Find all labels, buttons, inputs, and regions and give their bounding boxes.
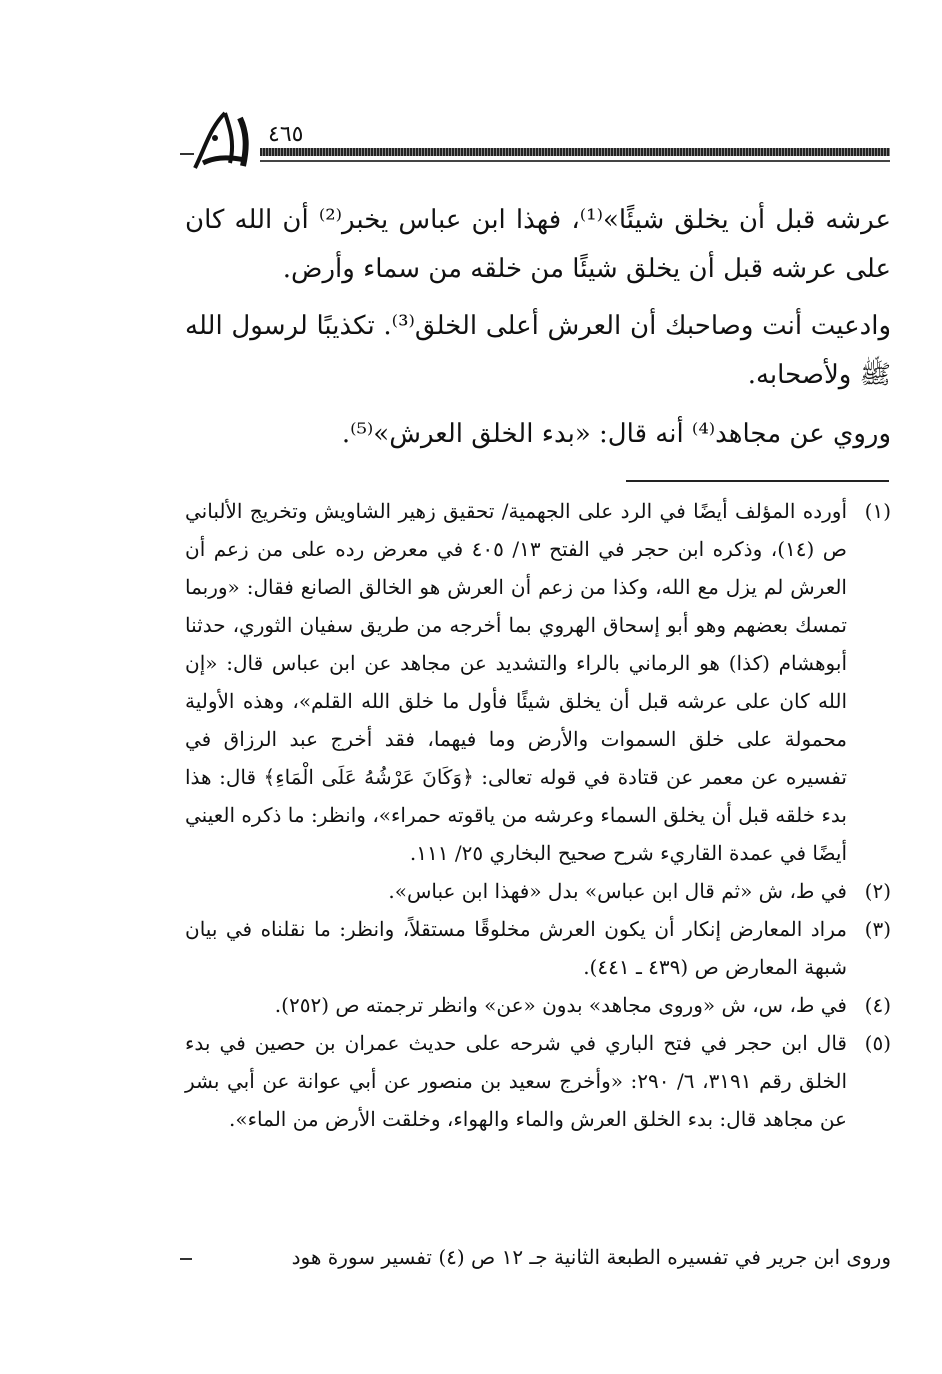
footnote-text: في ط، ش «ثم قال ابن عباس» بدل «فهذا ابن عباس». (388, 879, 847, 903)
body-paragraph-3: وروي عن مجاهد⁽⁴⁾ أنه قال: «بدء الخلق العرش»⁽⁵⁾. (341, 419, 891, 449)
footnote-2 (185, 872, 891, 910)
body-paragraph-1: عرشه قبل أن يخلق شيئًا»⁽¹⁾، فهذا ابن عباس يخبر⁽²⁾ أن الله كان على عرشه قبل أن يخلق شيئًا من خلقه من سماء وأرض. (185, 205, 891, 284)
footnote-text: أورده المؤلف أيضًا في الرد على الجهمية/ تحقيق زهير الشاويش وتخريج الألباني ص (١٤)، وذكره ابن حجر في الفتح ١٣/ ٤٠٥ في معرض رده على من زعم أن العرش لم يزل مع الله، وكذا من زعم أن العرش هو الخالق الصانع فقال: «وربما تمسك بعضهم وهو أبو إسحاق الهروي بما أخرجه من طريق سفيان الثوري، حدثنا أبوهشام (كذا) هو الرماني بالراء والتشديد عن مجاهد عن ابن عباس قال: «إن الله كان على عرشه قبل أن يخلق شيئًا فأول ما خلق الله القلم»، وهذه الأولية محمولة على خلق السموات والأرض وما فيهما، فقد أخرج عبد الرزاق في تفسيره عن معمر عن قتادة في قوله تعالى: ﴿وَكَانَ عَرْشُهُ عَلَى الْمَاءِ﴾ قال: هذا بدء خلقه قبل أن يخلق السماء وعرشه من ياقوته حمراء»، وانظر: ما ذكره العيني أيضًا في عمدة القاريء شرح صحيح البخاري ٢٥/ ١١١. (185, 499, 847, 865)
footnote-3 (185, 910, 891, 986)
header-dash (180, 153, 194, 155)
footnote-text: في ط، س، ش «وروى مجاهد» بدون «عن» وانظر ترجمته ص (٢٥٢). (274, 993, 847, 1017)
footnote-separator (626, 480, 889, 482)
footnote-number: (٢) (864, 879, 891, 903)
body-paragraph-2: وادعيت أنت وصاحبك أن العرش أعلى الخلق⁽³⁾. تكذيبًا لرسول الله ﷺ ولأصحابه. (185, 311, 892, 390)
footnote-number: (١) (864, 499, 891, 523)
header-rule-thin (260, 160, 890, 162)
footnote-text: مراد المعارض إنكار أن يكون العرش مخلوقًا مستقلاً، وانظر: ما نقلناه في بيان شبهة المعارض ص (٤٣٩ ـ ٤٤١). (185, 917, 847, 979)
continuation-dash (180, 1258, 192, 1260)
footnote-number: (٥) (864, 1031, 891, 1055)
footnote-text: قال ابن حجر في فتح الباري في شرحه على حديث عمران بن حصين في بدء الخلق رقم ٣١٩١، ٦/ ٢٩٠: «وأخرج سعيد بن منصور عن أبي عوانة عن أبي بشر عن مجاهد قال: بدء الخلق العرش والماء والهواء، وخلقت الأرض من الماء». (185, 1031, 848, 1131)
header-rule (260, 148, 890, 156)
footnote-continuation: وروى ابن جرير في تفسيره الطبعة الثانية جـ ١٢ ص (٤) تفسير سورة هود (291, 1245, 891, 1269)
footnote-number: (٣) (864, 917, 891, 941)
page-number: ٤٦٥ (268, 122, 304, 147)
footnotes (185, 492, 891, 1138)
quill-ornament-icon (185, 108, 265, 174)
footnote-number: (٤) (864, 993, 891, 1017)
page-header (150, 108, 890, 178)
footnote-5 (185, 1024, 891, 1138)
footnote-1 (185, 492, 891, 872)
footnote-4 (185, 986, 891, 1024)
